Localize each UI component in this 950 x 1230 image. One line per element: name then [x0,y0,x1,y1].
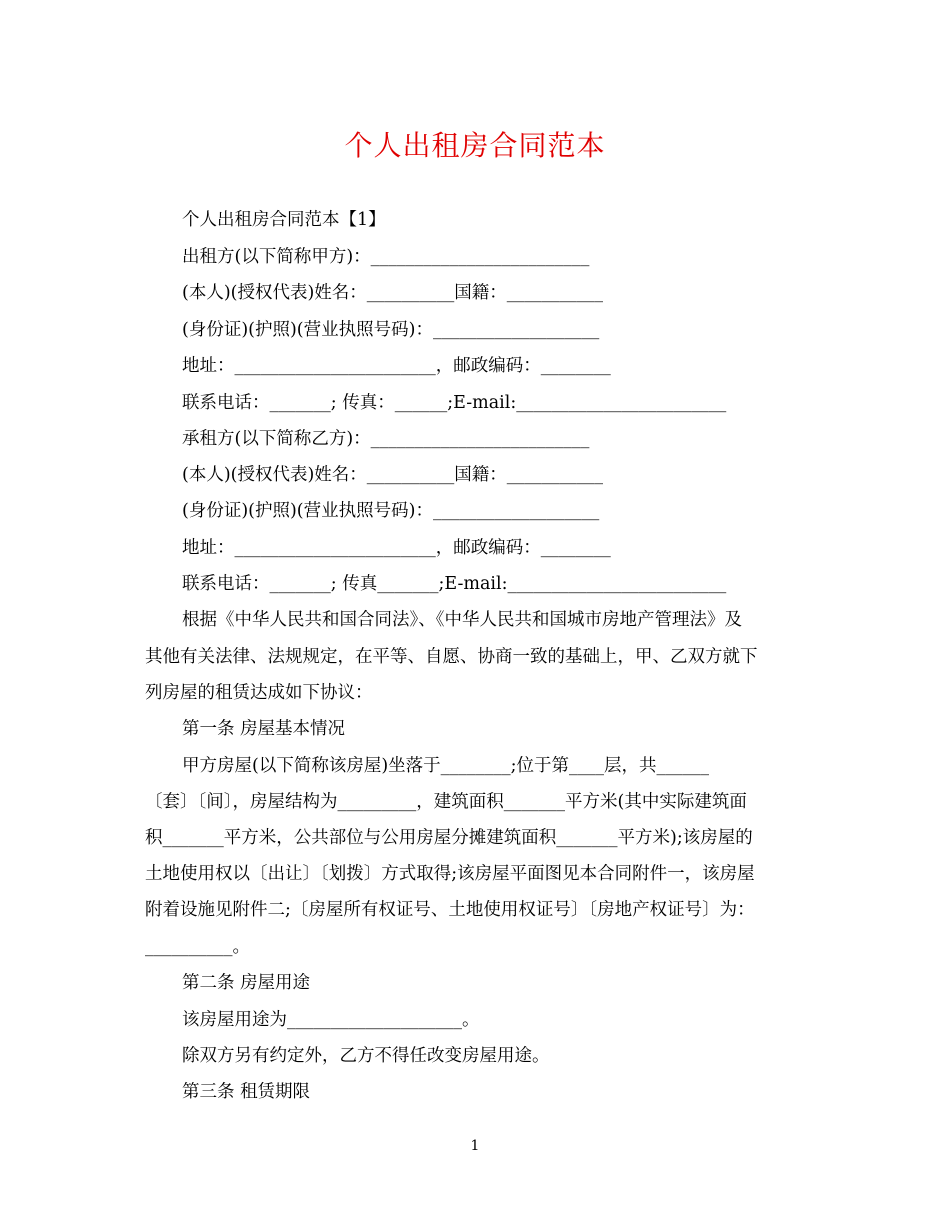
section-heading: 个人出租房合同范本【1】 [182,210,386,230]
document-title: 个人出租房合同范本 [344,129,606,162]
article-paragraph-line: 该房屋用途为____________________。 [182,1010,480,1030]
article-heading: 第三条 租赁期限 [182,1082,311,1102]
lessee-field: 承租方(以下简称乙方)：_________________________ [182,429,590,449]
article-paragraph-line: 除双方另有约定外，乙方不得任改变房屋用途。 [182,1046,550,1066]
lessor-id-number: (身份证)(护照)(营业执照号码)：___________________ [182,320,600,340]
article-paragraph-line: 土地使用权以〔出让〕〔划拨〕方式取得;该房屋平面图见本合同附件一，该房屋 [145,864,755,884]
lessor-address: 地址：_______________________，邮政编码：________ [182,356,611,376]
article-paragraph-line: 附着设施见附件二;〔房屋所有权证号、土地使用权证号〕〔房地产权证号〕为： [145,900,755,920]
lessee-id-number: (身份证)(护照)(营业执照号码)：___________________ [182,501,600,521]
article-heading: 第一条 房屋基本情况 [182,719,346,739]
lessee-contact: 联系电话：_______; 传真_______;E-mail:_________________________ [182,574,727,594]
article-paragraph-line: __________。 [145,937,250,957]
lessor-field: 出租方(以下简称甲方)：_________________________ [182,247,590,267]
preamble-line: 其他有关法律、法规规定，在平等、自愿、协商一致的基础上，甲、乙双方就下 [145,647,758,667]
preamble-line: 列房屋的租赁达成如下协议： [145,683,373,703]
article-paragraph-line: 积_______平方米，公共部位与公用房屋分摊建筑面积_______平方米);该房屋的 [145,828,753,848]
page-number: 1 [470,1138,480,1154]
preamble-line: 根据《中华人民共和国合同法》、《中华人民共和国城市房地产管理法》及 [182,610,742,630]
article-heading: 第二条 房屋用途 [182,973,311,993]
article-paragraph-line: 〔套〕〔间〕，房屋结构为_________，建筑面积_______平方米(其中实际建筑面 [145,792,747,812]
article-paragraph-line: 甲方房屋(以下简称该房屋)坐落于________;位于第____层，共______ [182,756,710,776]
lessor-name-nationality: (本人)(授权代表)姓名：__________国籍：___________ [182,283,604,303]
lessor-contact: 联系电话：_______; 传真：______;E-mail:________________________ [182,393,727,413]
lessee-address: 地址：_______________________，邮政编码：________ [182,538,611,558]
lessee-name-nationality: (本人)(授权代表)姓名：__________国籍：___________ [182,465,604,485]
